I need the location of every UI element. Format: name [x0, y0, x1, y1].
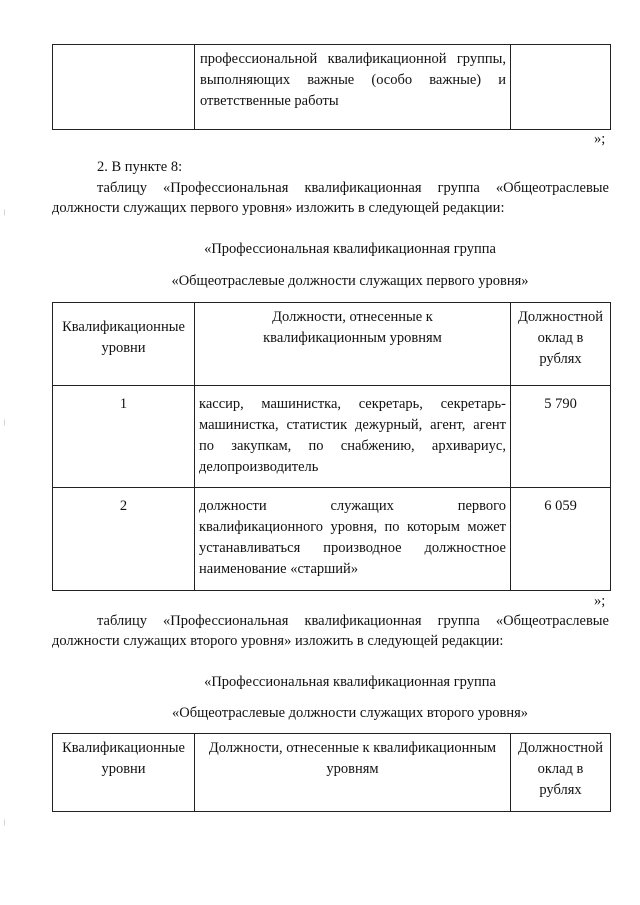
positions-line: наименование «старший» [199, 561, 359, 577]
section-subtitle: «Общеотраслевые должности служащих первого уровня» [171, 273, 529, 289]
paragraph-line: должности служащих первого уровня» изложить в следующей редакции: [52, 200, 505, 216]
continuation-line: ответственные работы [200, 93, 339, 109]
header-positions: Должности, отнесенные к квалификационным уровням [195, 303, 511, 386]
closing-quote: »; [594, 131, 606, 147]
positions-line: делопроизводитель [199, 459, 319, 475]
salary-cell: 6 059 [511, 488, 611, 591]
positions-line: устанавливаться производное должностное [199, 540, 506, 556]
salary-cell: 5 790 [511, 386, 611, 488]
point-heading: 2. В пункте 8: [97, 159, 183, 175]
section-subtitle: «Общеотраслевые должности служащих второго уровня» [171, 705, 529, 721]
header-positions: Должности, отнесенные к квалификационным уровням [195, 734, 511, 812]
continuation-line: профессиональной квалификационной группы, [200, 51, 506, 67]
salary-table-second-level [52, 733, 611, 812]
paragraph-line: таблицу «Профессиональная квалификационная группа «Общеотраслевые [97, 613, 609, 629]
positions-line: квалификационного уровня, по которым может [199, 519, 506, 535]
section-title: «Профессиональная квалификационная группа [204, 674, 496, 690]
header-salary: Должностной оклад в рублях [511, 734, 611, 812]
level-cell: 1 [53, 386, 195, 488]
paragraph-line: должности служащих второго уровня» изложить в следующей редакции: [52, 633, 504, 649]
scan-mark: | [4, 420, 6, 426]
positions-line: машинистка, статистик дежурный, агент, агент [199, 417, 506, 433]
positions-line: по закупкам, по снабжению, архивариус, [199, 438, 506, 454]
continuation-cell-level [53, 45, 195, 130]
level-cell: 2 [53, 488, 195, 591]
continuation-line: выполняющих важные (особо важные) и [200, 72, 506, 88]
header-qualification-levels: Квалификационные уровни [53, 303, 195, 386]
positions-line: кассир, машинистка, секретарь, секретарь- [199, 396, 506, 412]
section-title: «Профессиональная квалификационная группа [204, 241, 496, 257]
paragraph-line: таблицу «Профессиональная квалификационная группа «Общеотраслевые [97, 180, 609, 196]
positions-cell [195, 386, 511, 488]
continuation-cell-salary [511, 45, 611, 130]
salary-table-first-level [52, 302, 611, 591]
header-qualification-levels: Квалификационные уровни [53, 734, 195, 812]
scan-mark: | [4, 210, 6, 216]
positions-cell [195, 488, 511, 591]
continuation-cell-positions [195, 45, 511, 130]
closing-quote: »; [594, 593, 606, 609]
positions-line: должности служащих первого [199, 498, 506, 514]
scan-mark: | [4, 820, 6, 826]
continuation-table [52, 44, 611, 130]
header-salary: Должностной оклад в рублях [511, 303, 611, 386]
